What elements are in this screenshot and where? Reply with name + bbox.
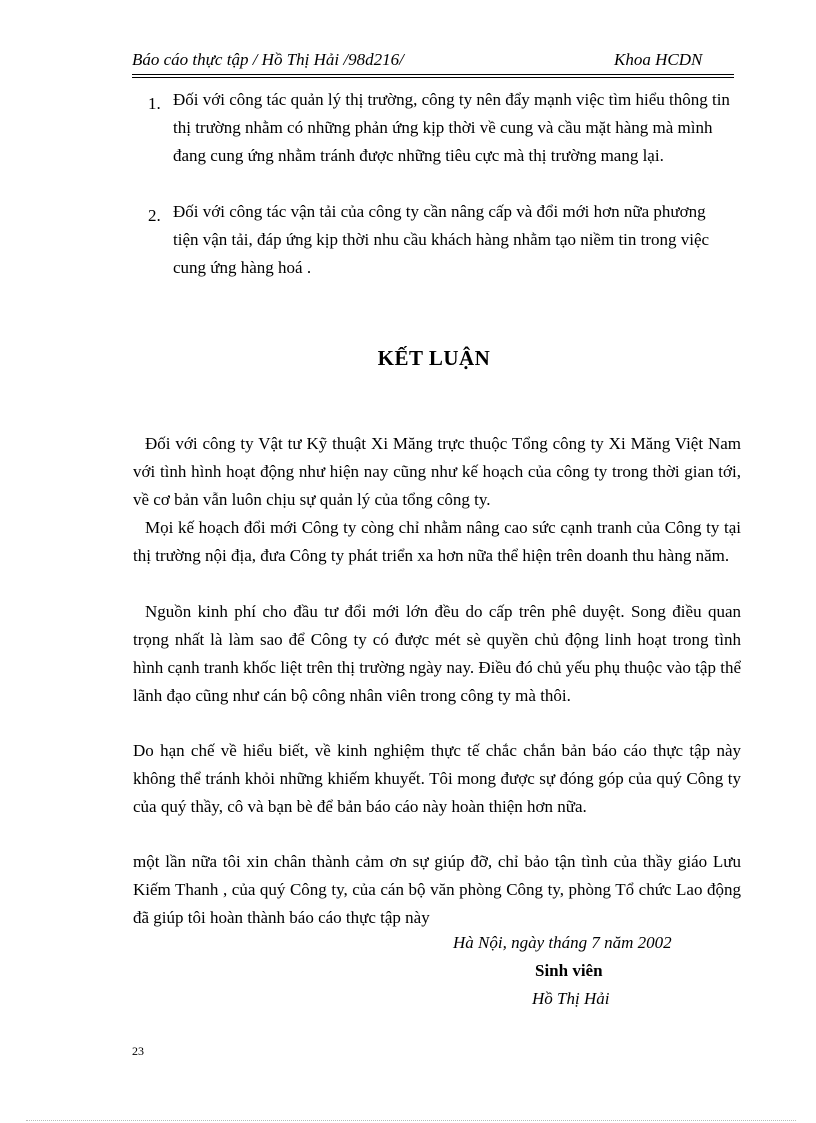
list-item-number: 2.: [148, 206, 161, 225]
signature-role: Sinh viên: [535, 961, 603, 980]
list-item-text: Đối với công tác vận tải của công ty cần nâng cấp và đổi mới hơn nữa phương tiện vận tải, đáp ứng kịp thời nhu cầu khách hàng nhằm tạo niềm tin trong việc cung ứng hàng hoá .: [173, 202, 710, 277]
section-title: KẾT LUẬN: [377, 346, 491, 370]
paragraph: Nguồn kinh phí cho đầu tư đổi mới lớn đều do cấp trên phê duyệt. Song điều quan trọng nhất là làm sao để Công ty có được mét sè quyền chủ động linh hoạt trong tình hình cạnh tranh khốc liệt trên thị trường ngày nay. Điều đó chủ yếu phụ thuộc vào tập thể lãnh đạo cũng như cán bộ công nhân viên trong công ty mà thôi.: [133, 602, 741, 705]
paragraph: một lần nữa tôi xin chân thành cảm ơn sự giúp đỡ, chỉ bảo tận tình của thầy giáo Lưu Kiếm Thanh , của quý Công ty, của cán bộ văn phòng Công ty, phòng Tổ chức Lao động đã giúp tôi hoàn thành báo cáo thực tập này: [133, 852, 741, 927]
header-left-text: Báo cáo thực tập / Hồ Thị Hải /98d216/: [132, 50, 404, 69]
signature-place-date: Hà Nội, ngày tháng 7 năm 2002: [453, 933, 672, 952]
paragraph: Đối với công ty Vật tư Kỹ thuật Xi Măng trực thuộc Tổng công ty Xi Măng Việt Nam với tình hình hoạt động như hiện nay cũng như kế hoạch của công ty trong thời gian tới, về cơ bản vẫn luôn chịu sự quản lý của tổng công ty.: [133, 434, 741, 509]
page-header: [132, 48, 734, 75]
page-number: 23: [132, 1044, 144, 1058]
page-bottom-divider: [26, 1120, 796, 1121]
list-item-text: Đối với công tác quản lý thị trường, công ty nên đẩy mạnh việc tìm hiểu thông tin thị trường nhằm có những phản ứng kịp thời về cung và cầu mặt hàng mà mình đang cung ứng nhằm tránh được những tiêu cực mà thị trường mang lại.: [173, 90, 730, 165]
signature-name: Hồ Thị Hải: [532, 989, 610, 1008]
paragraph: Do hạn chế về hiểu biết, về kinh nghiệm thực tế chắc chắn bản báo cáo thực tập này không thể tránh khỏi những khiếm khuyết. Tôi mong được sự đóng góp của quý Công ty của quý thầy, cô và bạn bè để bản báo cáo này hoàn thiện hơn nữa.: [133, 741, 741, 816]
paragraph: Mọi kế hoạch đổi mới Công ty còng chỉ nhằm nâng cao sức cạnh tranh của Công ty tại thị trường nội địa, đưa Công ty phát triển xa hơn nữa thể hiện trên doanh thu hàng năm.: [133, 518, 741, 565]
header-right-text: Khoa HCDN: [614, 50, 703, 69]
list-item-number: 1.: [148, 94, 161, 113]
